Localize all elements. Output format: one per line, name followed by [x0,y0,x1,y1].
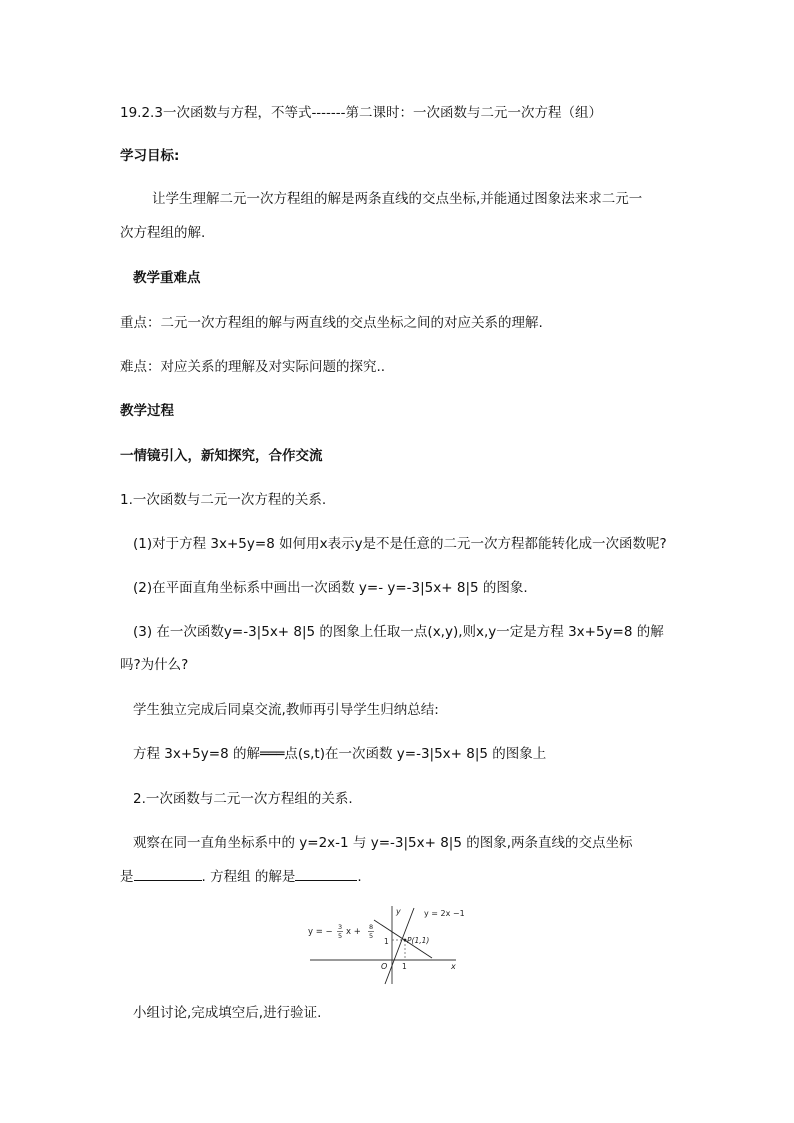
left-line-label-b: x + [346,927,361,937]
observe-line1: 观察在同一直角坐标系中的 y=2x-1 与 y=-3|5x+ 8|5 的图象,两条直线的交点坐标 [133,835,633,851]
question-3-line2: 吗?为什么? [120,657,189,673]
point-p [404,939,407,942]
question-1: (1)对于方程 3x+5y=8 如何用x表示y是不是任意的二元一次方程都能转化成一次函数呢? [133,536,667,552]
observe-text-a: 是 [120,869,134,885]
objectives-text-line1: 让学生理解二元一次方程组的解是两条直线的交点坐标,并能通过图象法来求二元一 [152,191,643,207]
frac1-numerator: 3 [338,923,343,931]
difficult-point: 难点：对应关系的理解及对实际问题的探究.. [120,359,386,375]
equivalence-right: 点(s,t)在一次函数 y=-3|5x+ 8|5 的图象上 [284,746,547,762]
discussion-text: 小组讨论,完成填空后,进行验证. [133,1005,322,1021]
intersection-blank[interactable] [134,866,202,881]
key-point: 重点：二元一次方程组的解与两直线的交点坐标之间的对应关系的理解. [120,315,543,331]
frac2-numerator: 8 [369,923,374,931]
objectives-heading: 学习目标: [120,148,180,164]
objectives-text-line2: 次方程组的解. [120,225,206,241]
observe-text-c: . [357,869,362,885]
equivalence-symbol: ═══ [259,746,285,762]
point-p-label: P(1,1) [407,936,430,945]
solution-blank[interactable] [295,866,357,881]
y-axis-label: y [396,907,401,916]
item2-title: 2.一次函数与二元一次方程组的关系. [133,791,353,807]
process-heading: 教学过程 [120,403,174,419]
y-tick-label: 1 [384,937,389,946]
item1-title: 1.一次函数与二元一次方程的关系. [120,492,327,508]
equivalence-left: 方程 3x+5y=8 的解 [133,746,260,762]
right-line-label: y = 2x −1 [424,909,465,918]
left-line-label-a: y = − [308,927,333,937]
section1-heading: 一情镜引入，新知探究，合作交流 [120,448,323,464]
question-2: (2)在平面直角坐标系中画出一次函数 y=- y=-3|5x+ 8|5 的图象. [133,580,528,596]
equivalence-statement [133,744,546,764]
key-difficult-heading: 教学重难点 [133,270,201,286]
x-tick-label: 1 [402,962,407,971]
lesson-title: 19.2.3一次函数与方程，不等式-------第二课时：一次函数与二元一次方程（组） [120,105,603,121]
question-3-line1: (3) 在一次函数y=-3|5x+ 8|5 的图象上任取一点(x,y),则x,y一定是方程 3x+5y=8 的解 [133,624,664,640]
frac1-denominator: 5 [338,932,343,940]
x-axis-label: x [451,962,456,971]
observe-text-b: . 方程组 的解是 [201,869,296,885]
function-graph [308,898,468,988]
line-y-2x-minus-1 [385,908,414,984]
observe-line2 [120,866,362,887]
frac2-denominator: 5 [369,932,374,940]
origin-label: O [381,962,388,971]
summary-intro: 学生独立完成后同桌交流,教师再引导学生归纳总结: [133,702,439,718]
